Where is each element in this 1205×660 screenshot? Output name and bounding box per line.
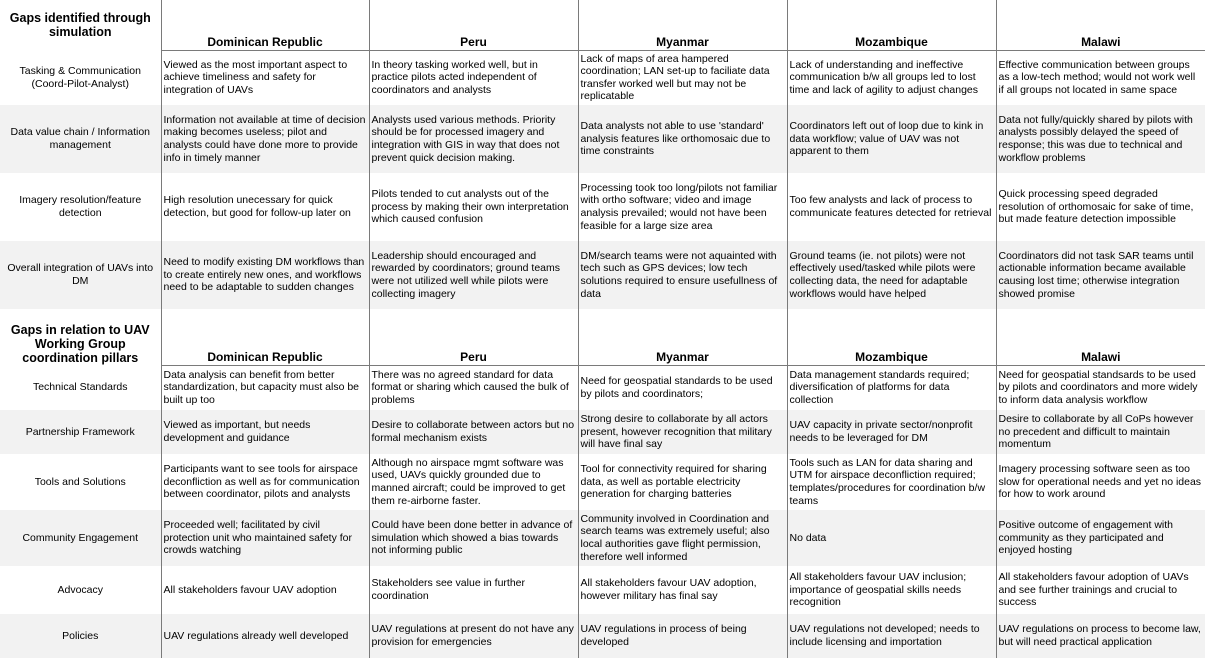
country-header-peru: Peru	[369, 309, 578, 365]
table-cell: Quick processing speed degraded resolution of orthomosaic for sake of time, but made feature detection impossible	[996, 173, 1205, 241]
table-cell: There was no agreed standard for data format or sharing which caused the bulk of problems	[369, 365, 578, 410]
table-row	[0, 105, 1205, 173]
table-cell: Participants want to see tools for airspace deconfliction as well as for communication between coordinator, pilots and analysts	[161, 454, 369, 510]
row-label: Imagery resolution/feature detection	[19, 194, 142, 219]
table-cell: UAV regulations not developed; needs to include licensing and importation	[787, 614, 996, 658]
table-row	[0, 614, 1205, 658]
country-header-dominican-republic: Dominican Republic	[161, 0, 369, 50]
table-cell: Data analysts not able to use 'standard' analysis features like orthomosaic due to time constraints	[578, 105, 787, 173]
row-label: Tasking & Communication (Coord-Pilot-Analyst)	[19, 64, 141, 90]
table-cell: Need for geospatial standsards to be used by pilots and coordinators and more widely to inform data analysis workflow	[996, 365, 1205, 410]
table-cell: Data not fully/quickly shared by pilots with analysts possibly delayed the speed of response; this was due to technical and workflow problems	[996, 105, 1205, 173]
table-cell: Coordinators did not task SAR teams until actionable information became available causing lost time; otherwise integration showed promise	[996, 241, 1205, 309]
country-header-mozambique: Mozambique	[787, 309, 996, 365]
table-cell: Community involved in Coordination and search teams was extremely useful; also local authorities gave flight permission, therefore well informed	[578, 510, 787, 566]
table-cell: Tool for connectivity required for sharing data, as well as portable electricity generation for charging batteries	[578, 454, 787, 510]
table-row	[0, 454, 1205, 510]
table-cell: UAV regulations already well developed	[161, 614, 369, 658]
country-header-peru: Peru	[369, 0, 578, 50]
country-header-dominican-republic: Dominican Republic	[161, 309, 369, 365]
country-header-myanmar: Myanmar	[578, 0, 787, 50]
table-cell: Imagery processing software seen as too slow for operational needs and yet no ideas for how to work around	[996, 454, 1205, 510]
table-cell: In theory tasking worked well, but in practice pilots acted independent of coordinators and analysts	[369, 50, 578, 105]
table-cell: High resolution unecessary for quick detection, but good for follow-up later on	[161, 173, 369, 241]
row-label: Partnership Framework	[0, 410, 161, 454]
table-cell: Analysts used various methods. Priority should be for processed imagery and integration with GIS in way that does not prevent quick decision making.	[369, 105, 578, 173]
table-cell: DM/search teams were not aquainted with tech such as GPS devices; low tech solutions required to ensure usefullness of data	[578, 241, 787, 309]
section2-title: Gaps in relation to UAV Working Group coordination pillars	[0, 309, 161, 365]
row-label: Tools and Solutions	[34, 475, 126, 488]
table-row	[0, 50, 1205, 105]
table-row	[0, 173, 1205, 241]
table-cell: Leadership should encouraged and rewarded by coordinators; ground teams were not utilized well while pilots were collecting imagery	[369, 241, 578, 309]
table-cell: Ground teams (ie. not pilots) were not effectively used/tasked while pilots were collecting data, the need for adaptable workflows would have helped	[787, 241, 996, 309]
table-row	[0, 410, 1205, 454]
table-cell: Desire to collaborate between actors but no formal mechanism exists	[369, 410, 578, 454]
table-row	[0, 241, 1205, 309]
table-cell: Pilots tended to cut analysts out of the process by making their own interpretation which caused confusion	[369, 173, 578, 241]
table-cell: Lack of maps of area hampered coordination; LAN set-up to faciliate data transfer worked well but may not be replicatable	[578, 50, 787, 105]
row-label: Community Engagement	[0, 510, 161, 566]
table-cell: Viewed as the most important aspect to achieve timeliness and safety for integration of UAVs	[161, 50, 369, 105]
table-row	[0, 566, 1205, 614]
table-cell: Lack of understanding and ineffective communication b/w all groups led to lost time and lack of agility to adjust changes	[787, 50, 996, 105]
table-cell: Processing took too long/pilots not familiar with ortho software; video and image analysis prevailed; would not have been feasible for a large size area	[578, 173, 787, 241]
table-cell: Information not available at time of decision making becomes useless; pilot and analysts could have done more to provide info in timely manner	[161, 105, 369, 173]
table-cell: UAV regulations on process to become law, but will need practical application	[996, 614, 1205, 658]
table-cell: Positive outcome of engagement with community as they participated and enjoyed hosting	[996, 510, 1205, 566]
table-cell: UAV regulations in process of being developed	[578, 614, 787, 658]
section1-title: Gaps identified through simulation	[0, 0, 161, 50]
row-label: Overall integration of UAVs into DM	[0, 241, 161, 309]
table-row	[0, 510, 1205, 566]
row-label: Advocacy	[57, 583, 104, 596]
table-cell: Need to modify existing DM workflows than to create entirely new ones, and workflows need to be adaptable to sudden changes	[161, 241, 369, 309]
country-header-malawi: Malawi	[996, 0, 1205, 50]
table-cell: All stakeholders favour adoption of UAVs and see further trainings and crucial to success	[996, 566, 1205, 614]
table-cell: All stakeholders favour UAV inclusion; importance of geospatial skills needs recognition	[787, 566, 996, 614]
table-cell: Viewed as important, but needs development and guidance	[161, 410, 369, 454]
table-cell: Proceeded well; facilitated by civil protection unit who maintained safety for crowds watching	[161, 510, 369, 566]
section2-header-row	[0, 309, 1205, 365]
row-label: Data value chain / Information management	[0, 105, 161, 173]
row-label: Policies	[0, 614, 161, 658]
table-cell: Tools such as LAN for data sharing and UTM for airspace deconfliction required; templates/procedures for coordination b/w teams	[787, 454, 996, 510]
table-cell: Stakeholders see value in further coordination	[369, 566, 578, 614]
table-cell: All stakeholders favour UAV adoption, however military has final say	[578, 566, 787, 614]
table-cell: Could have been done better in advance of simulation which showed a bias towards not informing public	[369, 510, 578, 566]
table-cell: Effective communication between groups as a low-tech method; would not work well if all groups not located in same space	[996, 50, 1205, 105]
table-cell: Coordinators left out of loop due to kink in data workflow; value of UAV was not apparent to them	[787, 105, 996, 173]
section1-header-row	[0, 0, 1205, 50]
country-header-myanmar: Myanmar	[578, 309, 787, 365]
table-cell: Need for geospatial standards to be used by pilots and coordinators;	[578, 365, 787, 410]
row-label: Technical Standards	[32, 381, 128, 394]
table-cell: Data analysis can benefit from better standardization, but capacity must also be built up too	[161, 365, 369, 410]
table-cell: UAV capacity in private sector/nonprofit needs to be leveraged for DM	[787, 410, 996, 454]
table-cell: Desire to collaborate by all CoPs however no precedent and difficult to maintain momentum	[996, 410, 1205, 454]
table-cell: Although no airspace mgmt software was used, UAVs quickly grounded due to manned aircraft; could be improved to get them re-airborne faster.	[369, 454, 578, 510]
country-header-mozambique: Mozambique	[787, 0, 996, 50]
table-row	[0, 365, 1205, 410]
table-cell: Too few analysts and lack of process to communicate features detected for retrieval	[787, 173, 996, 241]
table-cell: No data	[787, 510, 996, 566]
table-cell: Strong desire to collaborate by all actors present, however recognition that military will have final say	[578, 410, 787, 454]
country-header-malawi: Malawi	[996, 309, 1205, 365]
table-cell: UAV regulations at present do not have any provision for emergencies	[369, 614, 578, 658]
table-cell: Data management standards required; diversification of platforms for data collection	[787, 365, 996, 410]
table-cell: All stakeholders favour UAV adoption	[161, 566, 369, 614]
